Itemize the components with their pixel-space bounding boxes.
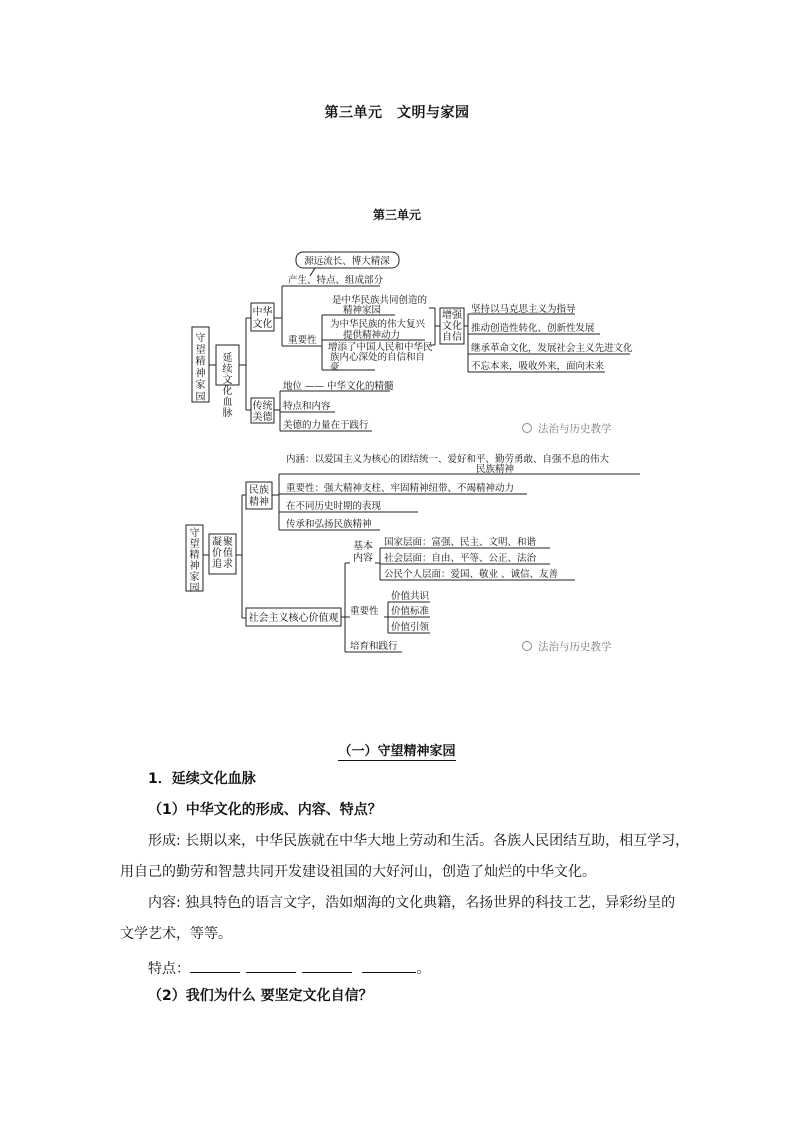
node-char: 文 [222,375,233,386]
node-char: 德 [262,412,273,423]
map2-importance-label: 重要性 [350,606,379,617]
map2-sp1a: 内涵：以爱国主义为核心的团结统一、爱好和平、勤劳勇敢、自强不息的伟大 [286,454,610,465]
wechat-icon [523,424,532,433]
map1-imp3c: 豪 [330,362,340,373]
map2-sp3: 在不同历史时期的表现 [286,501,382,512]
map1-cloud-label: 源远流长、博大精深 [304,256,390,267]
map1-imp3b: 族内心深处的自信和自 [330,352,426,363]
paragraph-content-line2: 文学艺术，等等。 [120,926,232,942]
map2-spirit-text [249,483,269,508]
map1-origin-label: 产生、特点、组成部分 [288,275,384,286]
node-char: 家 [195,380,206,392]
map1-imp2a: 为中华民族的伟大复兴 [330,319,426,330]
map2-core-label: 社会主义核心价值观 [248,613,339,624]
map2-branch-text [212,535,233,570]
node-char: 中 [252,307,263,318]
node-char: 精 [195,356,206,368]
node-char: 神 [189,561,200,572]
node-char: 追 [212,559,222,570]
map1-imp1a: 是中华民族共同创造的 [332,295,428,306]
node-char: 化 [262,319,273,330]
node-char: 望 [189,539,200,550]
section-title [0,740,794,759]
node-char: 神 [195,368,206,380]
features-label: 特点： [148,961,190,977]
node-char: 传 [252,401,263,412]
question-2: （2）我们为什么 要坚定文化自信？ [148,988,373,1004]
node-char: 脉 [222,408,233,419]
node-char: 精 [189,550,200,561]
node-char: 增 [442,310,452,321]
answer-blank-3[interactable] [302,958,352,973]
node-char: 精 [249,497,259,508]
map1-conf1: 坚持以马克思主义为指导 [471,304,576,315]
map2-imp1: 价值共识 [391,591,430,602]
node-char: 化 [452,321,462,332]
map1-branch-text [223,351,233,419]
node-char: 美 [252,412,263,423]
section-title-text: （一）守望精神家园 [338,744,456,759]
paragraph-content-line1: 内容: 独具特色的语言文字，浩如烟海的文化典籍，名扬世界的科技工艺，异彩纷呈的 [148,895,676,911]
node-char: 文 [442,321,452,332]
node-char: 家 [189,572,200,583]
map2-sp1b: 民族精神 [476,464,515,475]
node-char: 求 [223,559,233,570]
node-char: 族 [259,485,269,496]
svg-text:法治与历史教学: 法治与历史教学 [538,423,612,435]
node-char: 统 [262,401,273,412]
node-char: 续 [222,364,233,375]
node-char: 园 [189,583,200,594]
node-char: 容 [363,553,373,564]
answer-blank-2[interactable] [246,958,296,973]
node-char: 守 [189,528,200,539]
question-1: （1）中华文化的形成、内容、特点？ [148,802,382,818]
node-char: 化 [222,386,233,397]
paragraph-formation-line2: 用自己的勤劳和智慧共同开发建设祖国的大好河山，创造了灿烂的中华文化。 [120,864,596,880]
node-char: 神 [259,497,269,508]
map2-root-text [190,526,200,594]
heading-1: 1．延续文化血脉 [148,771,256,787]
map1-confidence-text [442,308,463,343]
map1-watermark [523,422,612,435]
mindmap-title: 第三单元 [372,208,421,222]
map1-conf4: 不忘本来，吸收外来，面向未来 [471,361,605,372]
map2-practice: 培育和践行 [350,641,398,652]
map2-sp2: 重要性：强大精神支柱、牢固精神纽带、不竭精神动力 [286,483,515,494]
map1-virtue2: 特点和内容 [283,401,331,412]
map2-sp4: 传承和弘扬民族精神 [286,519,372,530]
node-char: 文 [252,319,263,330]
node-char: 望 [195,344,206,356]
map2-imp3: 价值引领 [391,622,430,633]
paragraph-formation-line1: 形成: 长期以来，中华民族就在中华大地上劳动和生活。各族人民团结互助，相互学习， [148,833,690,849]
features-line [148,958,430,978]
node-char: 聚 [223,537,233,548]
node-char: 延 [222,353,233,364]
map1-importance-label: 重要性 [288,335,317,346]
map1-conf3: 继承革命文化，发展社会主义先进文化 [471,343,633,354]
map1-root-text [196,331,206,403]
node-char: 信 [452,332,462,343]
map1-virtue3: 美德的力量在于践行 [283,420,369,431]
map2-watermark [523,640,612,653]
node-char: 民 [249,485,259,496]
map1-imp3a: 增添了中国人民和中华民 [328,342,433,353]
wechat-icon [523,642,532,651]
node-char: 内 [353,553,363,564]
svg-text:法治与历史教学: 法治与历史教学 [538,641,612,653]
map1-virtue1: 地位 —— 中华文化的精髓 [283,381,394,392]
node-char: 守 [195,333,206,344]
map1-zhonghua-text [253,305,273,330]
answer-blank-4[interactable] [362,958,416,973]
node-char: 自 [442,332,452,343]
map2-imp2: 价值标准 [391,606,430,617]
map1-imp1b: 精神家园 [343,305,382,316]
features-end: 。 [416,961,431,977]
node-char: 本 [363,541,373,552]
map1-virtue-text [253,399,274,423]
node-char: 强 [452,310,462,321]
node-char: 园 [195,392,206,403]
document-title: 第三单元 文明与家园 [324,105,470,121]
map1-imp2b: 提供精神动力 [343,330,401,341]
node-char: 基 [353,541,363,552]
map2-basic-text [353,539,373,564]
map2-basic1: 国家层面：富强、民主、文明、和谐 [384,537,537,548]
map2-basic3: 公民个人层面：爱国、敬业 、诚信、友善 [384,569,559,580]
node-char: 华 [262,307,273,318]
node-char: 凝 [212,537,222,548]
node-char: 血 [222,397,233,408]
answer-blank-1[interactable] [190,958,240,973]
node-char: 值 [223,548,233,559]
map1-conf2: 推动创造性转化、创新性发展 [471,323,595,334]
map2-basic2: 社会层面：自由、平等、公正、法治 [384,553,537,564]
node-char: 价 [212,548,222,559]
